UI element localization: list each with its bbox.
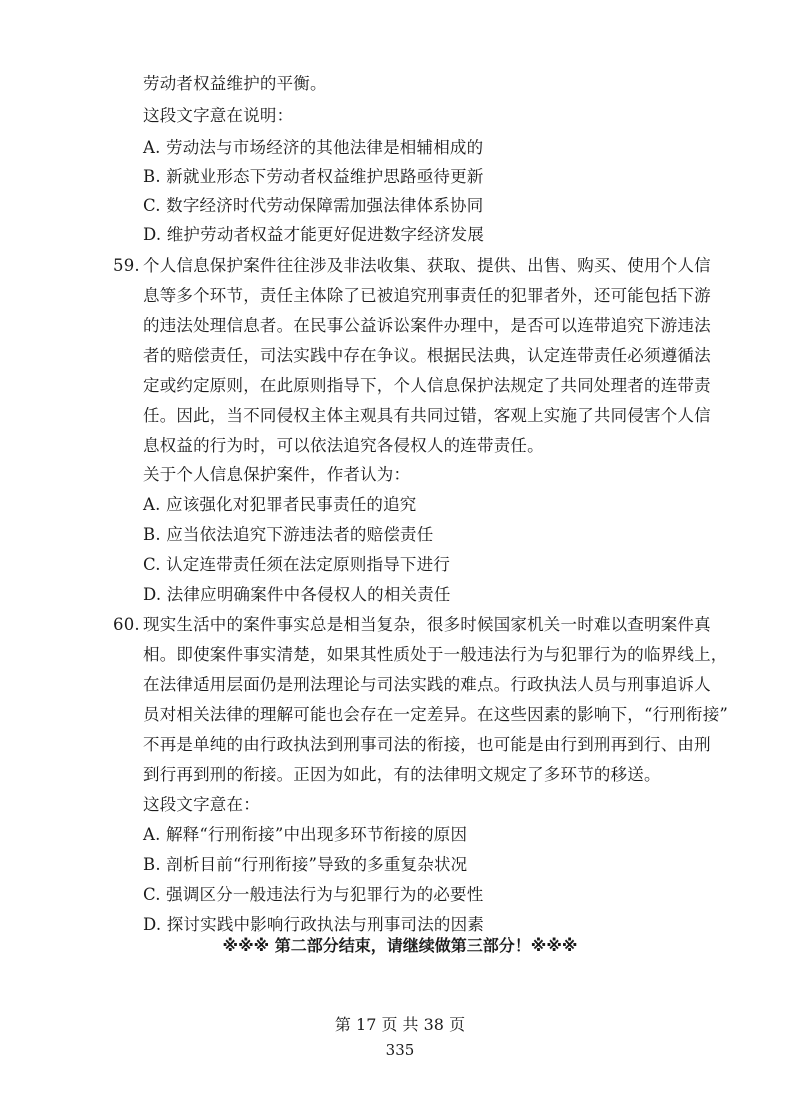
q58-option-d: D. 维护劳动者权益才能更好促进数字经济发展 xyxy=(143,225,485,244)
q59-option-c: C. 认定连带责任须在法定原则指导下进行 xyxy=(143,555,451,574)
q58-option-a: A. 劳动法与市场经济的其他法律是相辅相成的 xyxy=(143,138,484,157)
q60-option-a: A. 解释“行刑衔接”中出现多环节衔接的原因 xyxy=(143,825,468,844)
q60-line-3: 在法律适用层面仍是刑法理论与司法实践的难点。行政执法人员与刑事追诉人 xyxy=(143,675,711,694)
q59-line-7: 息权益的行为时，可以依法追究各侵权人的连带责任。 xyxy=(143,436,544,455)
q60-line-1: 现实生活中的案件事实总是相当复杂，很多时候国家机关一时难以查明案件真 xyxy=(143,615,711,634)
q60-option-b: B. 剖析目前“行刑衔接”导致的多重复杂状况 xyxy=(143,855,468,874)
q60-option-d: D. 探讨实践中影响行政执法与刑事司法的因素 xyxy=(143,915,485,934)
q60-line-6: 到行再到刑的衔接。正因为如此，有的法律明文规定了多环节的移送。 xyxy=(143,765,661,784)
q59-prompt: 关于个人信息保护案件，作者认为： xyxy=(143,465,411,484)
q58-option-c: C. 数字经济时代劳动保障需加强法律体系协同 xyxy=(143,196,484,215)
q59-option-d: D. 法律应明确案件中各侵权人的相关责任 xyxy=(143,585,451,604)
q59-line-5: 定或约定原则，在此原则指导下，个人信息保护法规定了共同处理者的连带责 xyxy=(143,376,711,395)
q59-option-b: B. 应当依法追究下游违法者的赔偿责任 xyxy=(143,525,434,544)
q60-option-c: C. 强调区分一般违法行为与犯罪行为的必要性 xyxy=(143,885,484,904)
q58-last-line: 劳动者权益维护的平衡。 xyxy=(143,74,327,93)
q59-line-3: 的违法处理信息者。在民事公益诉讼案件办理中，是否可以连带追究下游违法 xyxy=(143,316,711,335)
q59-line-1: 个人信息保护案件往往涉及非法收集、获取、提供、出售、购买、使用个人信 xyxy=(143,256,711,275)
section-end-notice: ※※※ 第二部分结束，请继续做第三部分！※※※ xyxy=(222,936,578,955)
q59-number: 59. xyxy=(113,256,140,275)
q59-line-2: 息等多个环节，责任主体除了已被追究刑事责任的犯罪者外，还可能包括下游 xyxy=(143,286,711,305)
q59-line-6: 任。因此，当不同侵权主体主观具有共同过错，客观上实施了共同侵害个人信 xyxy=(143,406,711,425)
q59-line-4: 者的赔偿责任，司法实践中存在争议。根据民法典，认定连带责任必须遵循法 xyxy=(143,346,711,365)
page-number: 第 17 页 共 38 页 xyxy=(334,1015,466,1034)
q58-prompt: 这段文字意在说明： xyxy=(143,106,294,125)
q59-option-a: A. 应该强化对犯罪者民事责任的追究 xyxy=(143,495,417,514)
q60-line-4: 员对相关法律的理解可能也会存在一定差异。在这些因素的影响下，“行刑衔接” xyxy=(143,705,729,724)
q60-number: 60. xyxy=(113,615,140,634)
page-code: 335 xyxy=(385,1041,415,1059)
q60-line-5: 不再是单纯的由行政执法到刑事司法的衔接，也可能是由行到刑再到行、由刑 xyxy=(143,735,711,754)
q60-line-2: 相。即使案件事实清楚，如果其性质处于一般违法行为与犯罪行为的临界线上， xyxy=(143,645,728,664)
q58-option-b: B. 新就业形态下劳动者权益维护思路亟待更新 xyxy=(143,167,484,186)
q60-prompt: 这段文字意在： xyxy=(143,795,260,814)
